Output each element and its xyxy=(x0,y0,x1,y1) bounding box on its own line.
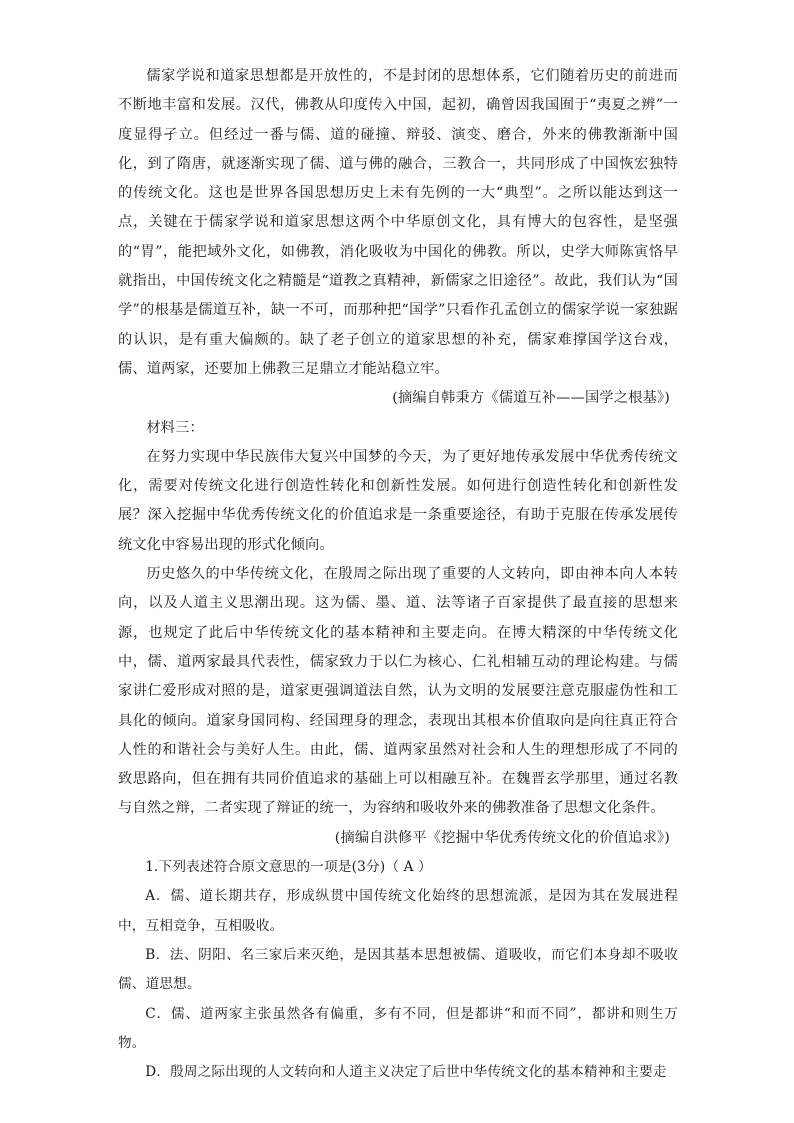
question-1-option-b: B．法、阴阳、名三家后来灭绝，是因其基本思想被儒、道吸收，而它们本身却不吸收儒、道思想。 xyxy=(118,946,678,993)
material2-paragraph: 儒家学说和道家思想都是开放性的，不是封闭的思想体系，它们随着历史的前进而不断地丰富和发展。汉代，佛教从印度传入中国，起初，确曾因我国囿于“夷夏之辨”一度显得孑立。但经过一番与儒、道的碰撞、辩驳、演变、磨合，外来的佛教渐渐中国化，到了隋唐，就逐渐实现了儒、道与佛的融合，三教合一，共同形成了中国恢宏独特的传统文化。这也是世界各国思想历史上未有先例的一大“典型”。之所以能达到这一点，关键在于儒家学说和道家思想这两个中华原创文化，具有博大的包容性，是坚强的“胃”，能把域外文化，如佛教，消化吸收为中国化的佛教。所以，史学大师陈寅恪早就指出，中国传统文化之精髓是“道教之真精神，新儒家之旧途径”。故此，我们认为“国学”的根基是儒道互补，缺一不可，而那种把“国学”只看作孔孟创立的儒家学说一家独踞的认识，是有重大偏颇的。缺了老子创立的道家思想的补充，儒家难撑国学这台戏，儒、道两家，还要加上佛教三足鼎立才能站稳立牢。 xyxy=(118,68,678,377)
material3-label: 材料三： xyxy=(146,419,204,436)
question-1-option-c: C．儒、道两家主张虽然各有偏重，多有不同，但是都讲“和而不同”，都讲和则生万物。 xyxy=(118,1005,678,1051)
material3-source: (摘编自洪修平《挖掘中华优秀传统文化的价值追求》) xyxy=(334,829,670,846)
question-1-option-d: D．殷周之际出现的人文转向和人道主义决定了后世中华传统文化的基本精神和主要走 xyxy=(145,1064,667,1081)
material2-source: (摘编自韩秉方《儒道互补——国学之根基》) xyxy=(392,390,670,407)
material3-paragraph-1: 在努力实现中华民族伟大复兴中国梦的今天，为了更好地传承发展中华优秀传统文化，需要对传统文化进行创造性转化和创新性发展。如何进行创造性转化和创新性发展？深入挖掘中华优秀传统文化的价值追求是一条重要途径，有助于克服在传承发展传统文化中容易出现的形式化倾向。 xyxy=(118,448,678,553)
question-1-option-a: A．儒、道长期共存，形成纵贯中国传统文化始终的思想流派，是因为其在发展进程中，互相竞争，互相吸收。 xyxy=(118,888,678,934)
document-page xyxy=(118,62,678,1087)
material3-paragraph-2: 历史悠久的中华传统文化，在殷周之际出现了重要的人文转向，即由神本向人本转向，以及人道主义思潮出现。这为儒、墨、道、法等诸子百家提供了最直接的思想来源，也规定了此后中华传统文化的基本精神和主要走向。在博大精深的中华传统文化中，儒、道两家最具代表性，儒家致力于以仁为核心、仁礼相辅互动的理论构建。与儒家讲仁爱形成对照的是，道家更强调道法自然，认为文明的发展要注意克服虚伪性和工具化的倾向。道家身国同构、经国理身的理念，表现出其根本价值取向是向往真正符合人性的和谐社会与美好人生。由此，儒、道两家虽然对社会和人生的理想形成了不同的致思路向，但在拥有共同价值追求的基础上可以相融互补。在魏晋玄学那里，通过名教与自然之辩，二者实现了辩证的统一，为容纳和吸收外来的佛教准备了思想文化条件。 xyxy=(118,566,678,817)
question-1-stem: 1.下列表述符合原文意思的一项是(3分)（ A ） xyxy=(145,859,432,876)
